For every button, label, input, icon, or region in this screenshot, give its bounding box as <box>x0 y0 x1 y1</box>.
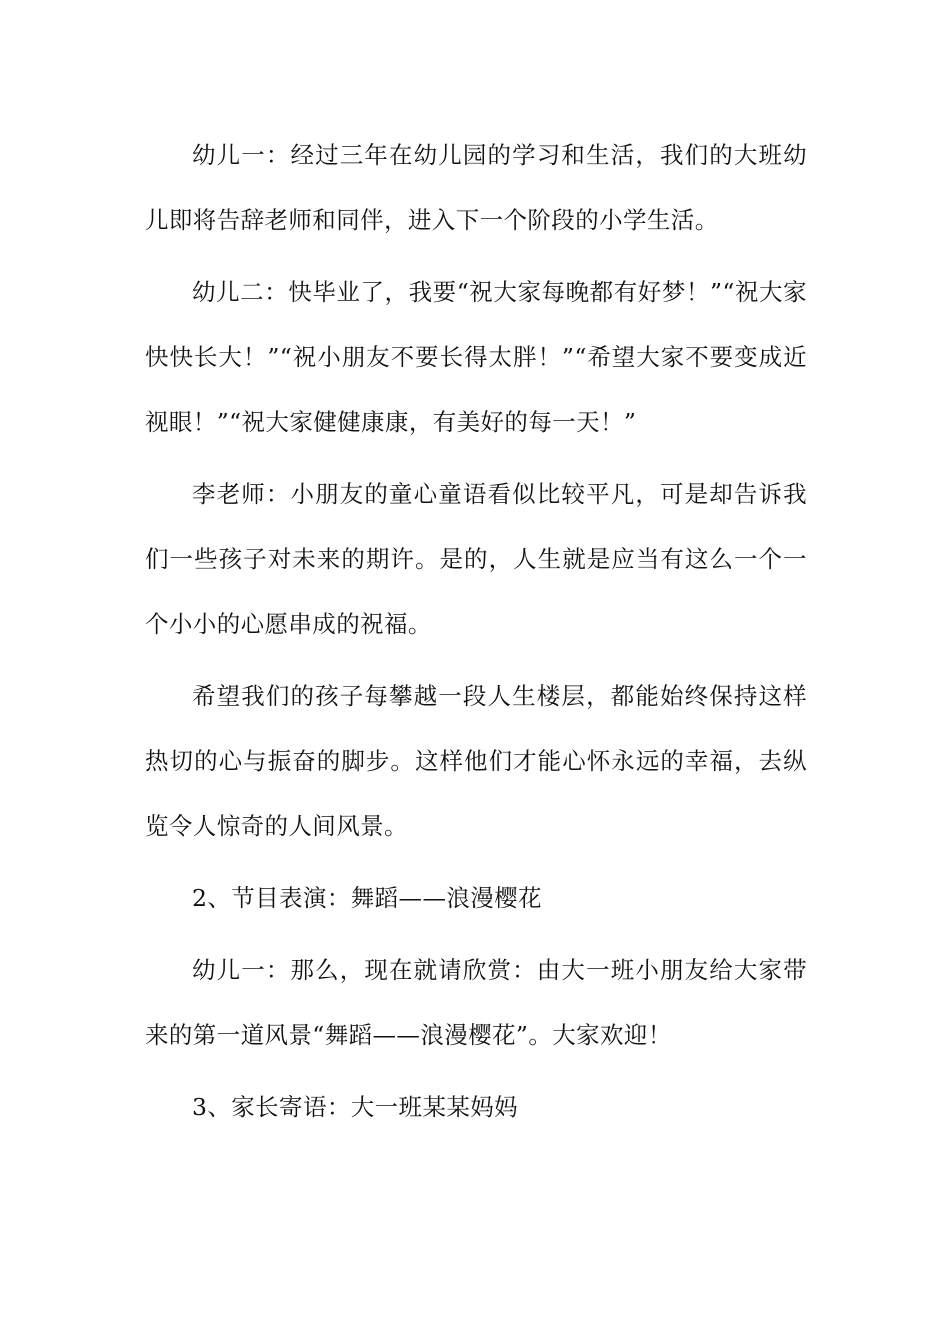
document-body <box>145 123 807 1140</box>
paragraph-hope: 希望我们的孩子每攀越一段人生楼层，都能始终保持这样热切的心与振奋的脚步。这样他们才能心怀永远的幸福，去纵览令人惊奇的人间风景。 <box>145 682 807 840</box>
paragraph-child-one-intro: 幼儿一：经过三年在幼儿园的学习和生活，我们的大班幼儿即将告辞老师和同伴，进入下一个阶段的小学生活。 <box>145 141 807 234</box>
paragraph-child-one-invite: 幼儿一：那么，现在就请欣赏：由大一班小朋友给大家带来的第一道风景“舞蹈——浪漫樱花”。大家欢迎！ <box>145 956 807 1049</box>
section-heading-dance: 2、节目表演：舞蹈——浪漫樱花 <box>192 884 542 912</box>
section-heading-parent-message: 3、家长寄语：大一班某某妈妈 <box>192 1093 519 1121</box>
paragraph-child-two-wishes: 幼儿二：快毕业了，我要“祝大家每晚都有好梦！”“祝大家快快长大！”“祝小朋友不要长得太胖！”“希望大家不要变成近视眼！”“祝大家健健康康，有美好的每一天！” <box>145 278 807 436</box>
paragraph-teacher-li: 李老师：小朋友的童心童语看似比较平凡，可是却告诉我们一些孩子对未来的期许。是的，人生就是应当有这么一个一个小小的心愿串成的祝福。 <box>145 480 807 638</box>
